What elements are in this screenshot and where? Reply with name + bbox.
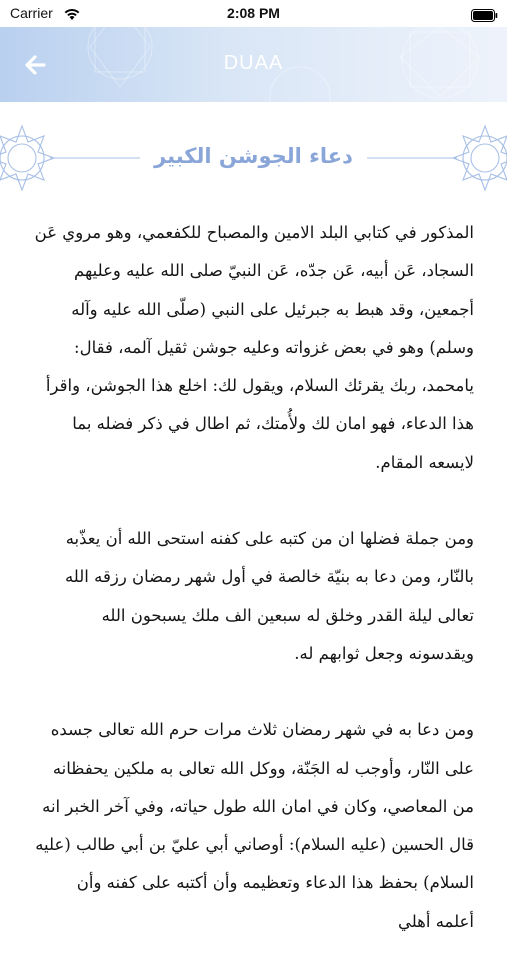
paragraph: ومن جملة فضلها ان من كتبه على كفنه استحى الله أن يعذّبه بالنّار، ومن دعا به بنيّة خالصة في أول شهر رمضان رزقه الله تعالى ليلة القدر وخلق له سبعين الف ملك يسبحون الله ويقدسونه وجعل ثوابهم له.	[64, 529, 474, 663]
paragraph: ومن دعا به في شهر رمضان ثلاث مرات حرم الله تعالى جسده على النّار، وأوجب له الجَنّة، ووكل الله تعالى به ملكين يحفظانه من المعاصي، وكان في امان الله طول حياته، وفي آخر الخبر انه قال الحسين (عليه السلام): أوصاني أبي عليّ بن أبي طالب (عليه السلام) بحفظ هذا الدعاء وتعظيمه وأن أكتبه على كفنه وأن أعلمه أهلي	[35, 720, 474, 931]
status-bar	[0, 0, 507, 27]
dua-content	[34, 214, 474, 979]
dua-heading	[0, 122, 507, 194]
dua-title: دعاء الجوشن الكبير	[154, 144, 353, 168]
navigation-bar	[0, 27, 507, 102]
carrier-label: Carrier	[10, 5, 53, 21]
page-title: DUAA	[223, 52, 284, 74]
paragraph: المذكور في كتابي البلد الامين والمصباح للكفعمي، وهو مروي عَن السجاد، عَن أبيه، عَن جدّه، عَن النبيّ صلى الله عليه وعليهم أجمعين، وقد هبط به جبرئيل على النبي (صلّى الله عليه وآله وسلم) وهو في بعض غزواته وعليه جوشن ثقيل آلمه، فقال: يامحمد، ربك يقرئك السلام، ويقول لك: اخلع هذا الجوشن، واقرأ هذا الدعاء، فهو امان لك ولأُمتك، ثم اطال في ذكر فضله بما لايسعه المقام.	[34, 223, 474, 472]
battery-icon	[471, 7, 498, 26]
status-time: 2:08 PM	[227, 5, 280, 21]
